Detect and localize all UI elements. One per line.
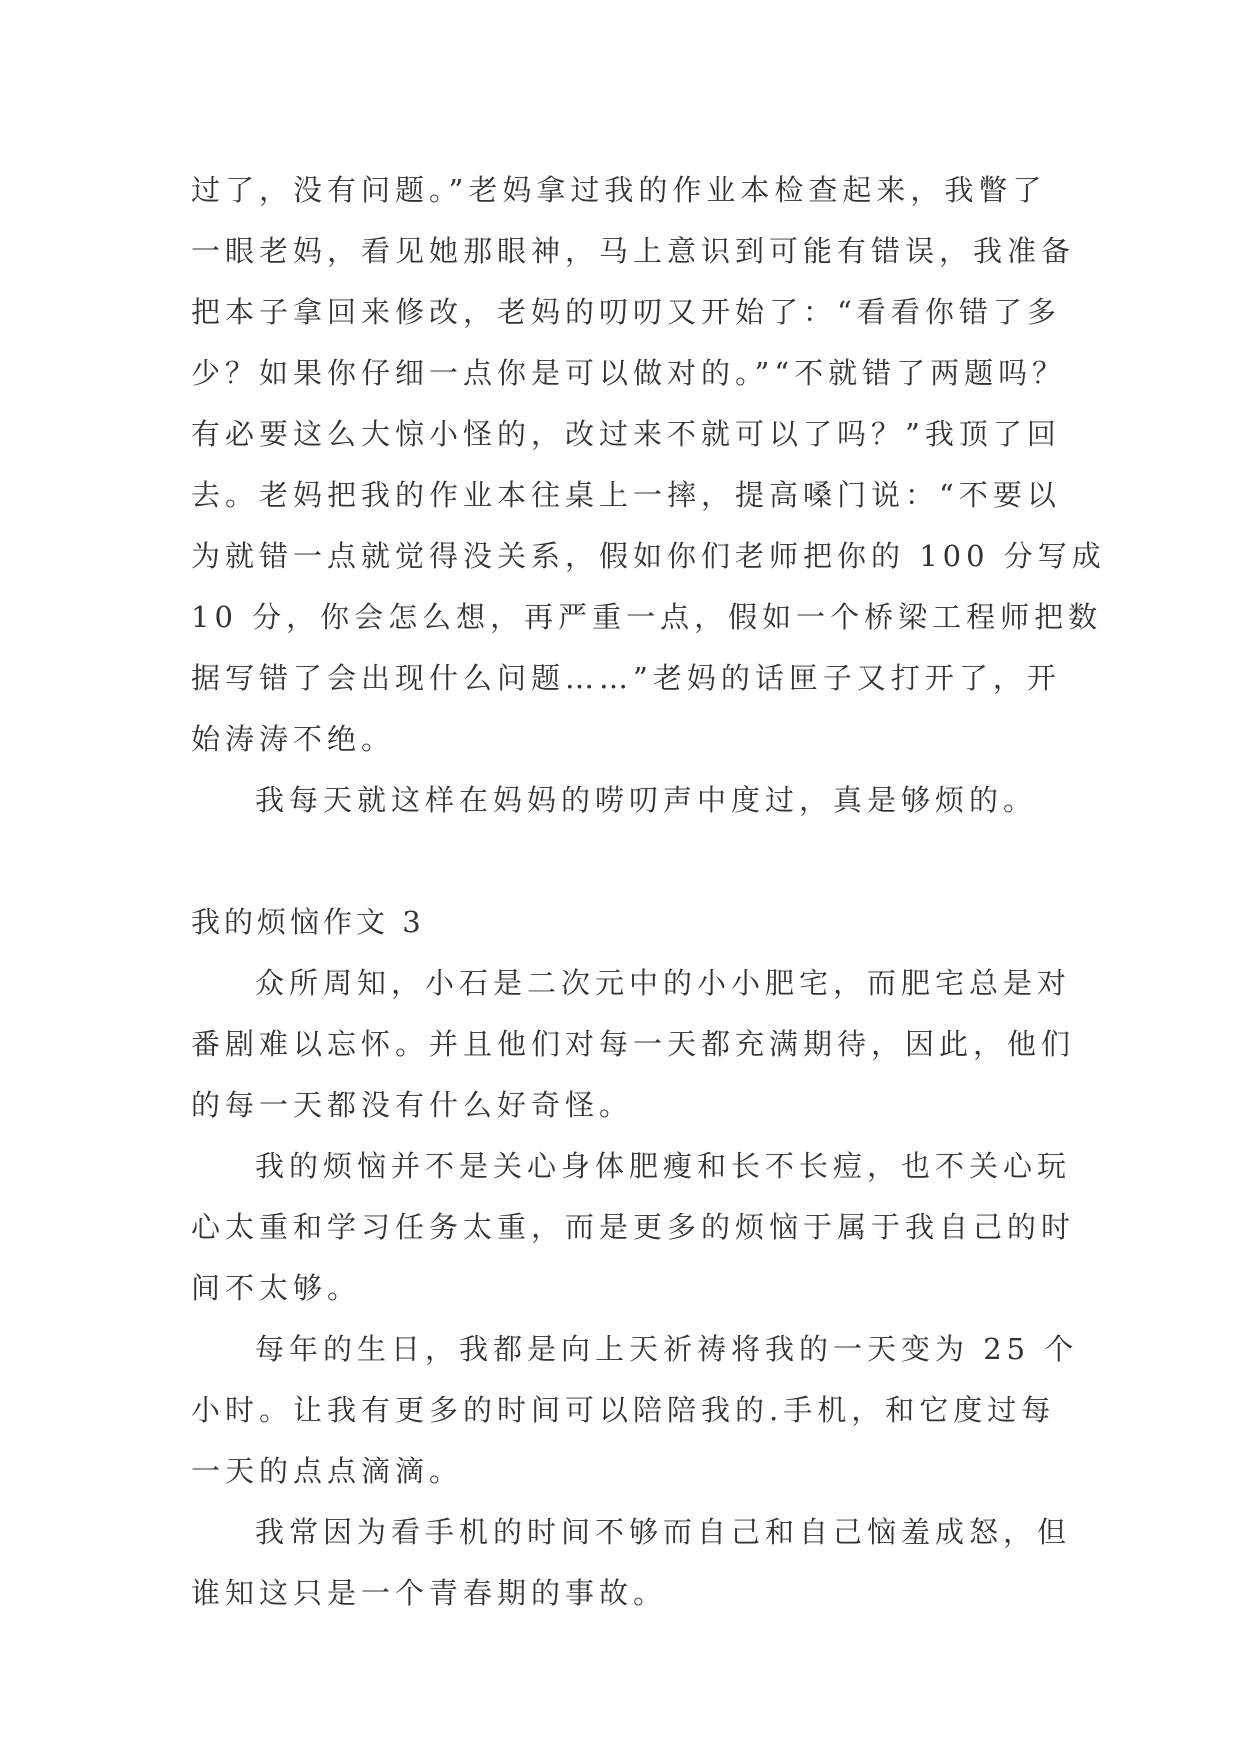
paragraph-2-line: 间不太够。	[191, 1271, 362, 1305]
section-gap	[191, 831, 1061, 892]
essay-title: 我的烦恼作文 3	[191, 905, 425, 939]
text-line: 10 分，你会怎么想，再严重一点，假如一个桥梁工程师把数	[191, 600, 1103, 634]
text-line: 有必要这么大惊小怪的，改过来不就可以了吗？”我顶了回	[191, 417, 1061, 451]
paragraph-1-line: 众所周知，小石是二次元中的小小肥宅，而肥宅总是对	[255, 966, 1072, 1000]
text-line: 过了，没有问题。”老妈拿过我的作业本检查起来，我瞥了	[191, 173, 1047, 207]
paragraph-2-line: 心太重和学习任务太重，而是更多的烦恼于属于我自己的时	[191, 1210, 1076, 1244]
closing-paragraph: 我每天就这样在妈妈的唠叨声中度过，真是够烦的。	[255, 783, 1038, 817]
paragraph-3-line: 小时。让我有更多的时间可以陪陪我的.手机，和它度过每	[191, 1393, 1056, 1427]
text-line: 一眼老妈，看见她那眼神，马上意识到可能有错误，我准备	[191, 234, 1076, 268]
text-line: 始涛涛不绝。	[191, 722, 396, 756]
paragraph-2-line: 我的烦恼并不是关心身体肥瘦和长不长痘，也不关心玩	[255, 1149, 1072, 1183]
paragraph-3-line: 一天的点点滴滴。	[191, 1454, 464, 1488]
paragraph-1-line: 的每一天都没有什么好奇怪。	[191, 1088, 634, 1122]
text-line: 为就错一点就觉得没关系，假如你们老师把你的 100 分写成	[191, 539, 1106, 573]
paragraph-4-line: 谁知这只是一个青春期的事故。	[191, 1576, 668, 1610]
paragraph-1-line: 番剧难以忘怀。并且他们对每一天都充满期待，因此，他们	[191, 1027, 1076, 1061]
text-line: 去。老妈把我的作业本往桌上一摔，提高嗓门说：“不要以	[191, 478, 1061, 512]
text-line: 把本子拿回来修改，老妈的叨叨又开始了：“看看你错了多	[191, 295, 1061, 329]
text-line: 少？如果你仔细一点你是可以做对的。”“不就错了两题吗？	[191, 356, 1067, 390]
text-line: 据写错了会出现什么问题……”老妈的话匣子又打开了，开	[191, 661, 1061, 695]
document-page	[191, 160, 1106, 1624]
paragraph-3-line: 每年的生日，我都是向上天祈祷将我的一天变为 25 个	[255, 1332, 1079, 1366]
paragraph-4-line: 我常因为看手机的时间不够而自己和自己恼羞成怒，但	[255, 1515, 1072, 1549]
